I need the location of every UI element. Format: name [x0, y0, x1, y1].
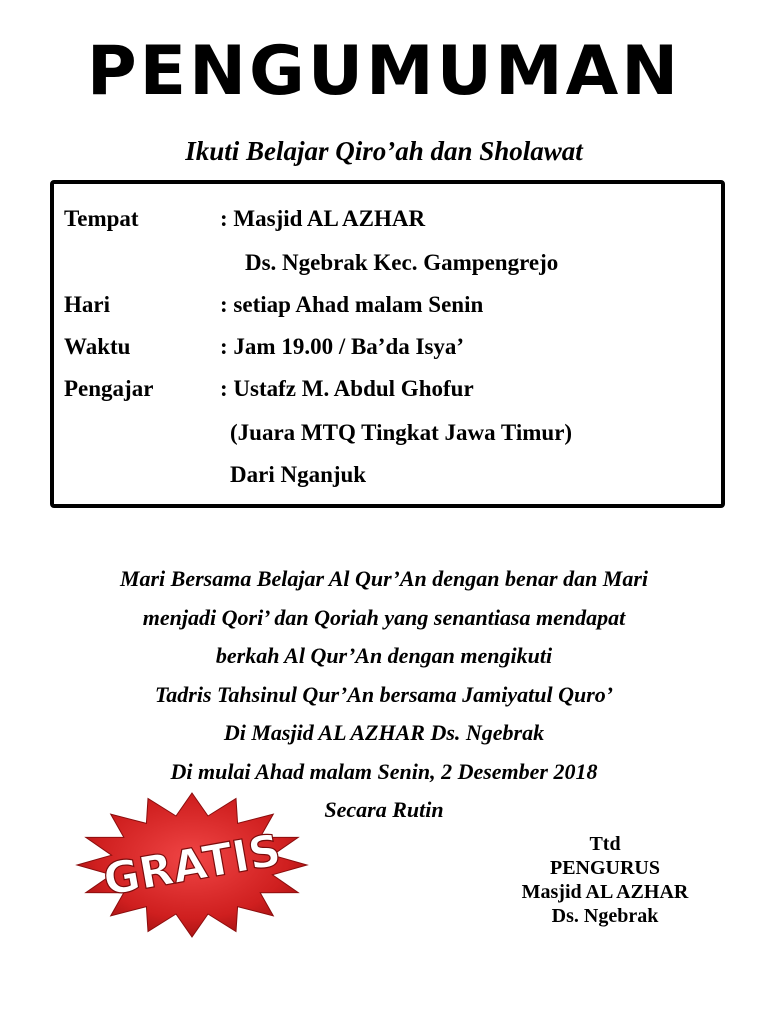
- invitation-line: Mari Bersama Belajar Al Qur’An dengan benar dan Mari: [119, 566, 649, 591]
- tempat-value: : Masjid AL AZHAR: [220, 206, 426, 231]
- gratis-starburst-icon: [75, 790, 310, 940]
- signature-village: Ds. Ngebrak: [551, 905, 659, 927]
- pengajar-label: Pengajar: [64, 376, 154, 401]
- invitation-line: menjadi Qori’ dan Qoriah yang senantiasa mendapat: [142, 604, 626, 630]
- gratis-badge: [75, 790, 310, 940]
- signature-ttd: Ttd: [589, 833, 621, 855]
- announcement-title: PENGUMUMAN: [86, 32, 682, 111]
- details-box: [50, 180, 725, 508]
- pengajar-origin: Dari Nganjuk: [230, 462, 367, 487]
- waktu-label: Waktu: [64, 334, 131, 359]
- hari-value: : setiap Ahad malam Senin: [220, 292, 484, 317]
- invitation-line: Secara Rutin: [324, 797, 444, 822]
- invitation-line: Tadris Tahsinul Qur’An bersama Jamiyatul Quro’: [154, 681, 614, 707]
- pengajar-title: (Juara MTQ Tingkat Jawa Timur): [230, 420, 573, 445]
- signature-block: [470, 832, 740, 928]
- invitation-line: Di Masjid AL AZHAR Ds. Ngebrak: [223, 720, 545, 745]
- signature-org: PENGURUS: [549, 857, 660, 879]
- tempat-address: Ds. Ngebrak Kec. Gampengrejo: [245, 250, 559, 275]
- gratis-label: GRATIS: [99, 824, 285, 907]
- signature-mosque: Masjid AL AZHAR: [521, 881, 689, 903]
- pengajar-value: : Ustafz M. Abdul Ghofur: [220, 376, 474, 401]
- invitation-line: Di mulai Ahad malam Senin, 2 Desember 2018: [170, 758, 598, 784]
- announcement-subtitle: Ikuti Belajar Qiro’ah dan Sholawat: [185, 136, 583, 166]
- invitation-line: berkah Al Qur’An dengan mengikuti: [215, 643, 553, 668]
- hari-label: Hari: [64, 292, 110, 317]
- tempat-label: Tempat: [64, 206, 139, 231]
- waktu-value: : Jam 19.00 / Ba’da Isya’: [220, 334, 465, 359]
